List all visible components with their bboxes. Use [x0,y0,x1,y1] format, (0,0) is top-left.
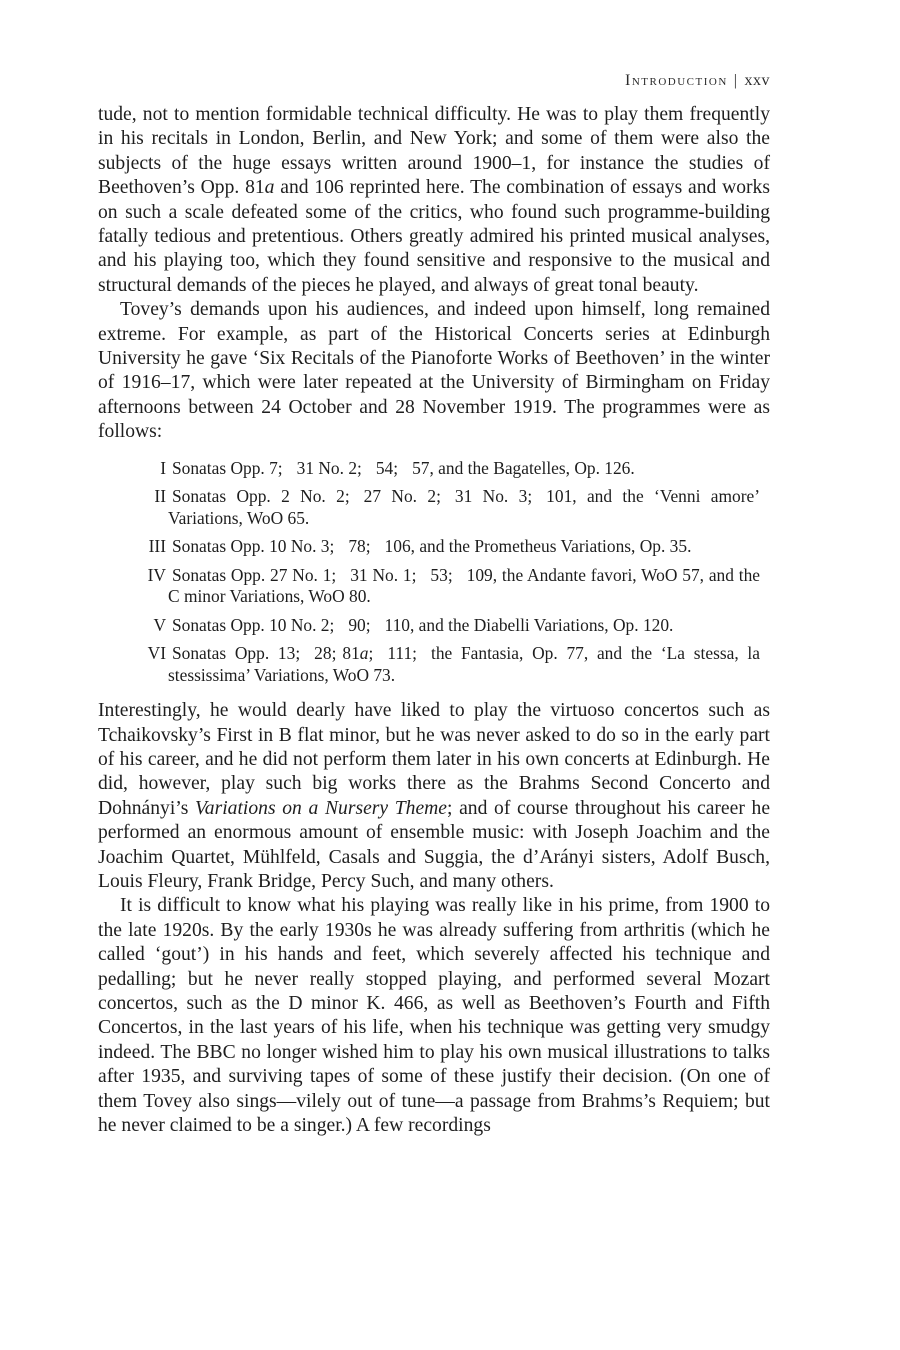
programme-item [98,643,770,686]
programme-numeral: IV [147,564,166,585]
programme-part: 110, and the Diabelli Variations, Op. 120. [384,614,674,635]
programme-item [98,615,770,637]
programme-part: the Fantasia, Op. 77, and the ‘La stessa, la stessissima’ Variations, WoO 73. [168,643,760,685]
section-title: Introduction [625,72,728,89]
programme-part: 31 No. 3; [454,486,533,507]
programme-part: Sonatas Opp. 10 No. 3; [172,536,335,557]
programme-part: Sonatas Opp. 27 No. 1; [172,564,337,585]
programme-part: 53; [430,564,453,585]
programme-part: 106, and the Prometheus Variations, Op. 35. [384,536,692,557]
programme-part: 28; [314,643,337,664]
work-title-italic: Variations on a Nursery Theme [195,797,447,819]
paragraph-1-text-rest: and 106 reprinted here. The combination of essays and works on such a scale defeated some of the critics, who found such programme-building fatally tedious and pretentious. Others greatly admired his printed musical analyses, and his playing too, which they found sensitive and responsive to the musical and structural demands of the pieces he played, and always of great tonal beauty. [98,177,770,296]
paragraph-4: It is difficult to know what his playing was really like in his prime, from 1900 to the late 1920s. By the early 1930s he was already suffering from arthritis (which he called ‘gout’) in his hands and feet, which severely affected his technique and pedalling; but he never really stopped playing, and performed several Mozart concertos, such as the D minor K. 466, as well as Beethoven’s Fourth and Fifth Concertos, in the last years of his life, when his technique was getting very smudgy indeed. The BBC no longer wished him to play his own musical illustrations to talks after 1935, and surviving tapes of some of these justify their decision. (On one of them Tovey also sings—vilely out of tune—a passage from Brahms’s Requiem; but he never claimed to be a singer.) A few recordings [98,895,770,1137]
programme-part: 31 No. 1; [350,564,417,585]
programme-part: 109, the Andante favori, WoO 57, and the C minor Variations, WoO 80. [168,564,761,607]
programme-part: 78; [348,536,371,557]
programme-part: 101, and the ‘Venni amore’ Variations, WoO 65. [168,486,761,528]
running-head [625,72,770,90]
programme-part: 81 [342,643,360,664]
programme-part: Sonatas Opp. 2 No. 2; [172,486,350,507]
programme-part: Sonatas Opp. 7; [172,457,283,478]
page-number: xxv [744,72,770,89]
programme-numeral: II [154,486,166,507]
paragraph-1 [98,103,770,298]
programme-part: 57, and the Bagatelles, Op. 126. [412,457,635,478]
paragraph-3 [98,699,770,894]
programme-numeral: I [160,457,166,478]
programme-item [98,536,770,558]
programme-part: 111; [387,643,417,664]
programme-part: 27 No. 2; [363,486,441,507]
programme-part: 31 No. 2; [296,457,362,478]
paragraph-3-text: Interestingly, he would dearly have liked to play the virtuoso concertos such as Tchaikovsky’s First in B flat minor, but he was never asked to do so in the early part of his career, and he did not perform them later in his own concerts at Edinburgh. He did, however, play such big works there as the Brahms Second Concerto and Dohnányi’s [98,700,770,819]
programme-part: 90; [348,614,371,635]
programme-item [98,486,770,529]
programme-part: Sonatas Opp. 13; [172,643,301,664]
paragraph-1-italic: a [264,177,275,199]
programme-part-italic: a [359,643,369,664]
programme-item [98,458,770,480]
body-text [98,103,770,1139]
programme-item [98,565,770,608]
separator: | [733,72,739,89]
paragraph-1-text: tude, not to mention formidable technical difficulty. He was to play them frequently in his recitals in London, Berlin, and New York; and some of them were also the subjects of the huge essays written around 1900–1, for instance the studies of Beethoven’s Opp. 81 [98,104,770,199]
programme-part: 54; [375,457,399,478]
programme-numeral: V [153,614,166,635]
paragraph-3-text-rest: ; and of course throughout his career he performed an enormous amount of ensemble music: with Joseph Joachim and the Joachim Quartet, Mühlfeld, Casals and Suggia, the d’Arányi sisters, Adolf Busch, Louis Fleury, Frank Bridge, Percy Such, and many others. [98,797,771,893]
programme-part: Sonatas Opp. 10 No. 2; [172,614,335,635]
programme-numeral: III [148,536,166,557]
programme-part: ; [368,643,374,664]
programme-numeral: VI [147,643,166,664]
programme-list [98,458,770,687]
paragraph-2: Tovey’s demands upon his audiences, and indeed upon himself, long remained extreme. For example, as part of the Historical Concerts series at Edinburgh University he gave ‘Six Recitals of the Pianoforte Works of Beethoven’ in the winter of 1916–17, which were later repeated at the University of Birmingham on Friday afternoons between 24 October and 28 November 1919. The programmes were as follows: [98,299,770,443]
